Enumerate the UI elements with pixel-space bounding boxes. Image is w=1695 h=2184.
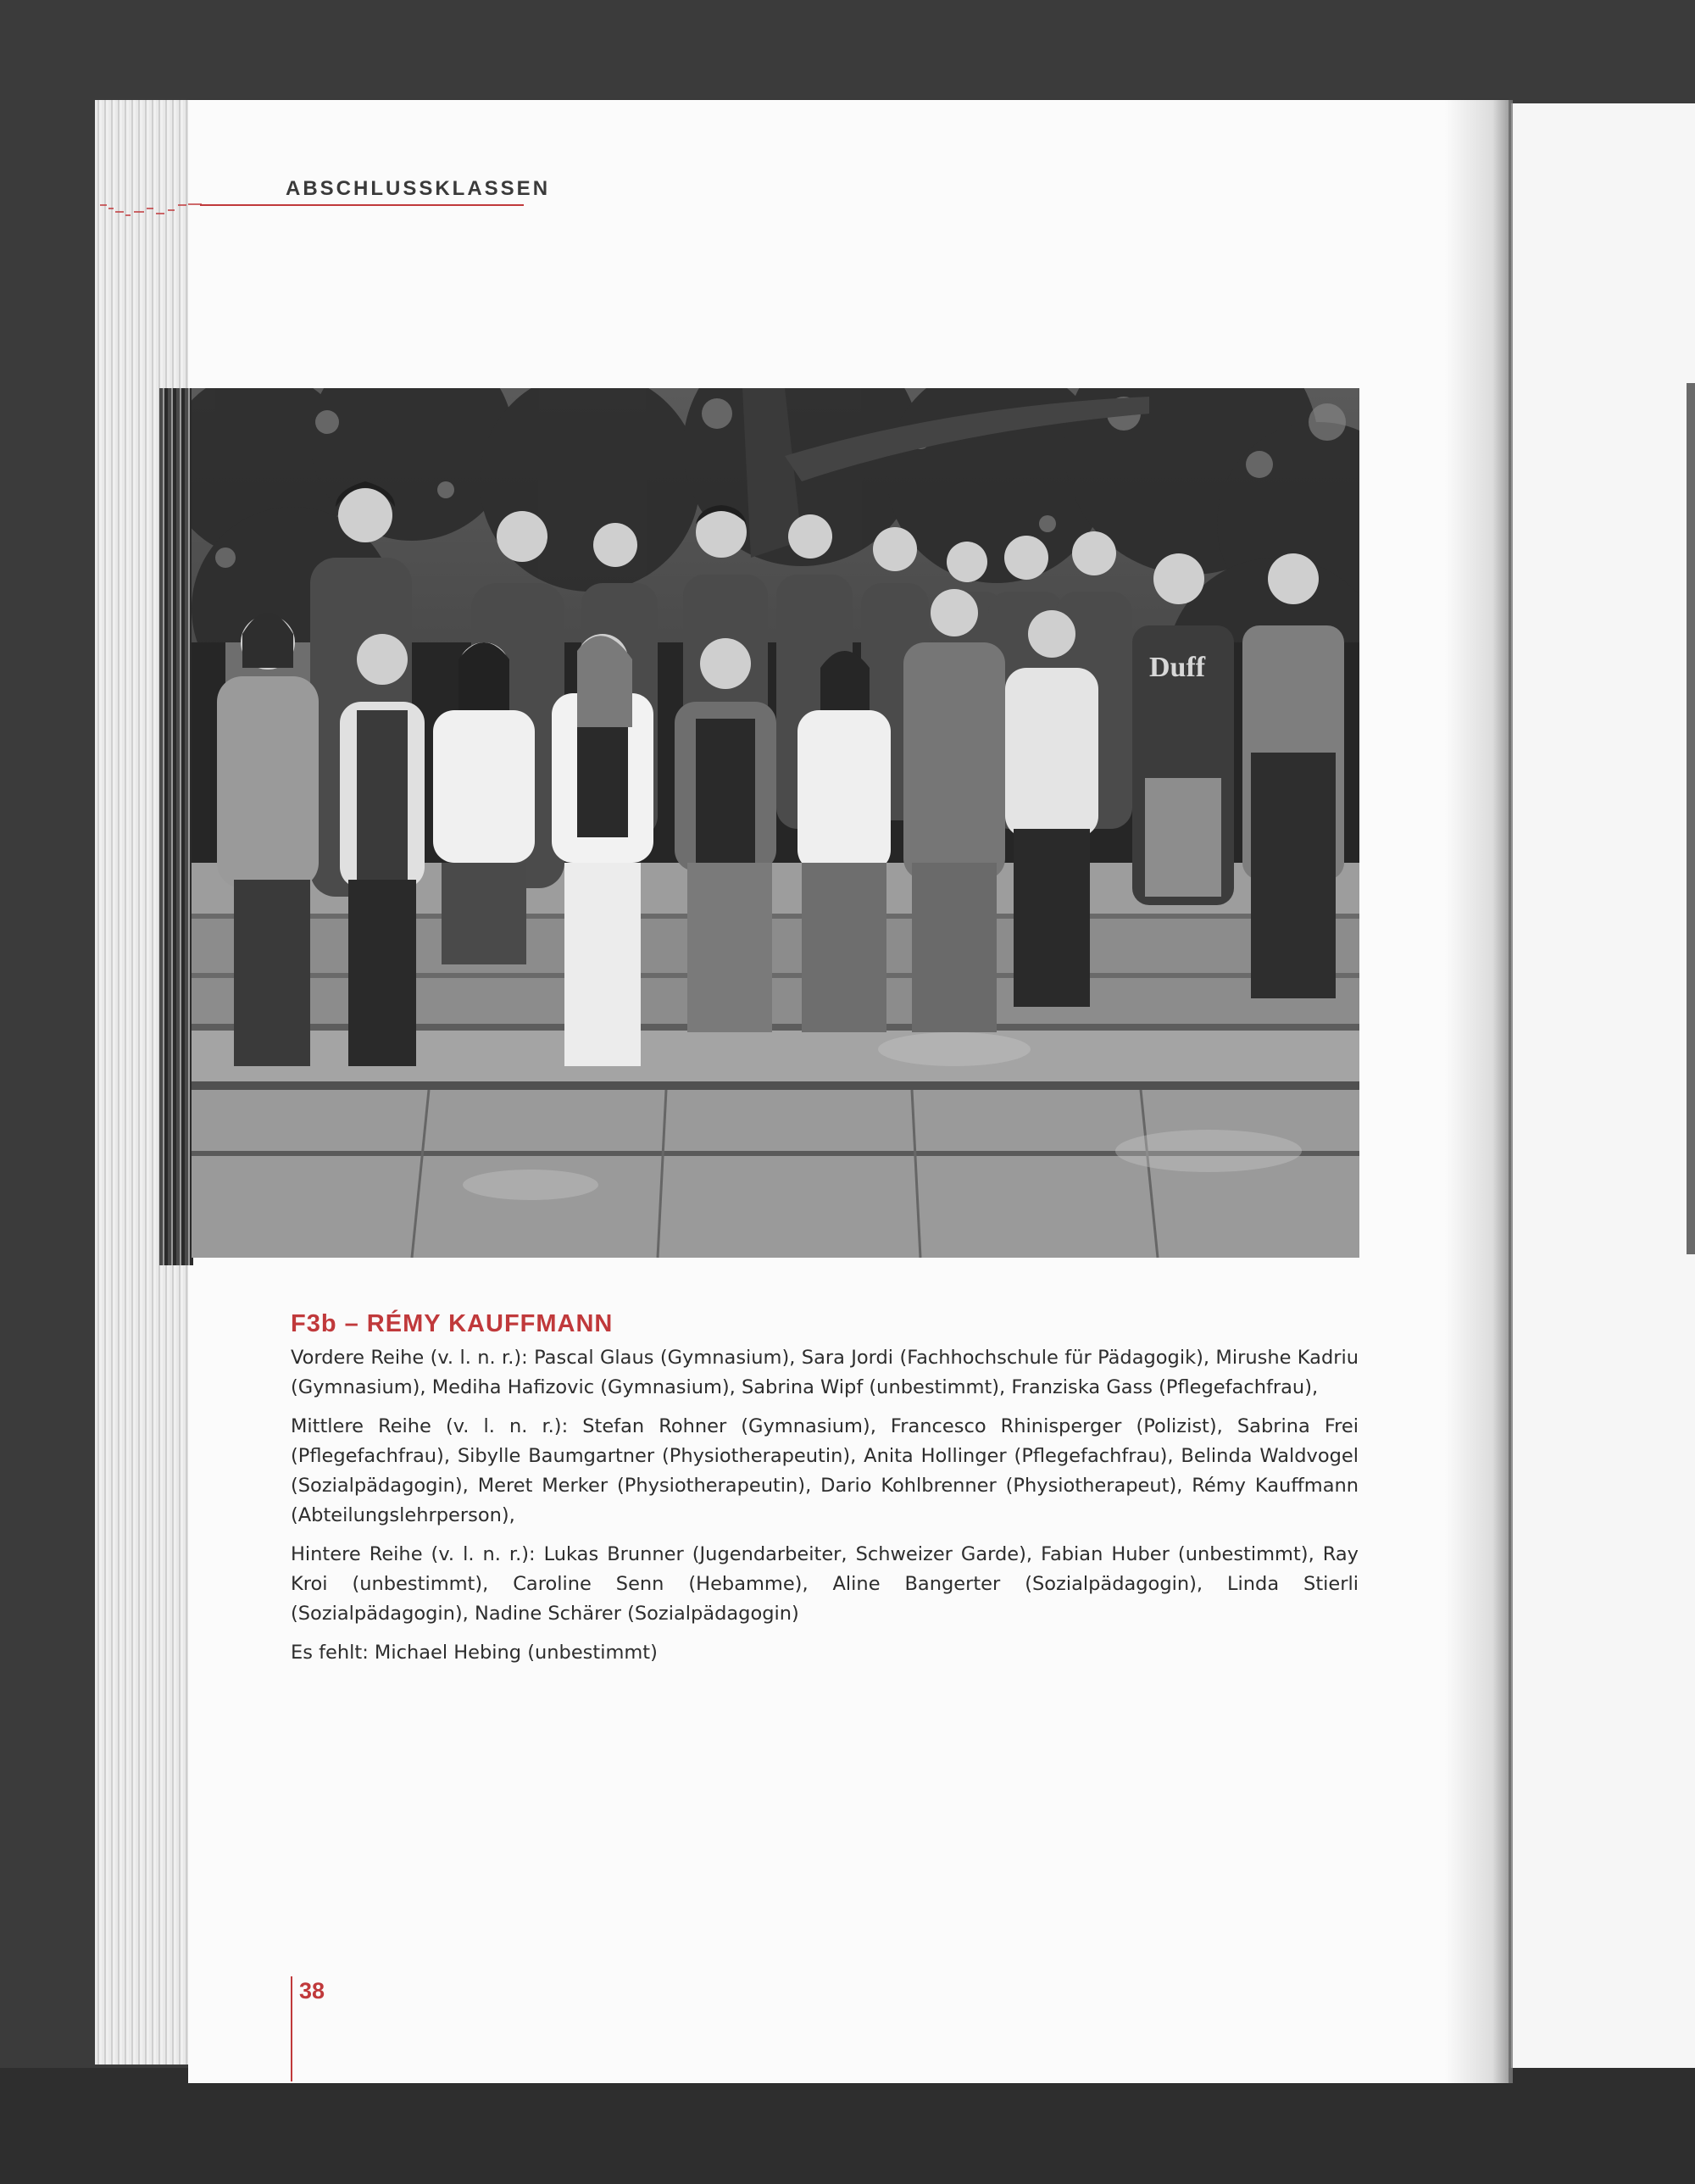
photo-stack-edges: [159, 388, 193, 1265]
duff-shirt-print: Duff: [1149, 652, 1206, 683]
class-photo: [192, 388, 1359, 1258]
caption-missing: Es fehlt: Michael Hebing (unbestimmt): [291, 1642, 658, 1664]
header-tick-decoration: [100, 200, 202, 225]
caption-title: F3b – RÉMY KAUFFMANN: [291, 1310, 614, 1337]
page-number-rule: [291, 1976, 292, 2081]
scanner-background: [0, 2068, 1695, 2184]
header-rule: [200, 204, 524, 206]
caption-body: [291, 1343, 1359, 1677]
caption-middle-row: Mittlere Reihe (v. l. n. r.): Stefan Rohner (Gymnasium), Francesco Rhinisperger (Polizist), Sabrina Frei (Pflegefachfrau), Sibylle Baumgartner (Physiotherapeutin), Anita Hollinger (Pflegefachfrau), Belinda Waldvogel (Sozialpädagogin), Meret Merker (Physiotherapeutin), Dario Kohlbrenner (Physiotherapeut), Rémy Kauffmann (Abteilungslehrperson),: [291, 1415, 1359, 1526]
page-number: 38: [299, 1978, 325, 2003]
book-gutter-shadow: [1445, 100, 1513, 2083]
facing-page: [1511, 103, 1695, 2068]
caption-back-row: Hintere Reihe (v. l. n. r.): Lukas Brunner (Jugendarbeiter, Schweizer Garde), Fabian Huber (unbestimmt), Ray Kroi (unbestimmt), Caroline Senn (Hebamme), Aline Bangerter (Sozialpädagogin), Linda Stierli (Sozialpädagogin), Nadine Schärer (Sozialpädagogin): [291, 1543, 1359, 1625]
facing-page-photo-edge: [1687, 383, 1695, 1254]
caption-front-row: Vordere Reihe (v. l. n. r.): Pascal Glaus (Gymnasium), Sara Jordi (Fachhochschule für Pädagogik), Mirushe Kadriu (Gymnasium), Mediha Hafizovic (Gymnasium), Sabrina Wipf (unbestimmt), Franziska Gass (Pflegefachfrau),: [291, 1347, 1359, 1398]
section-label: ABSCHLUSSKLASSEN: [286, 177, 551, 200]
